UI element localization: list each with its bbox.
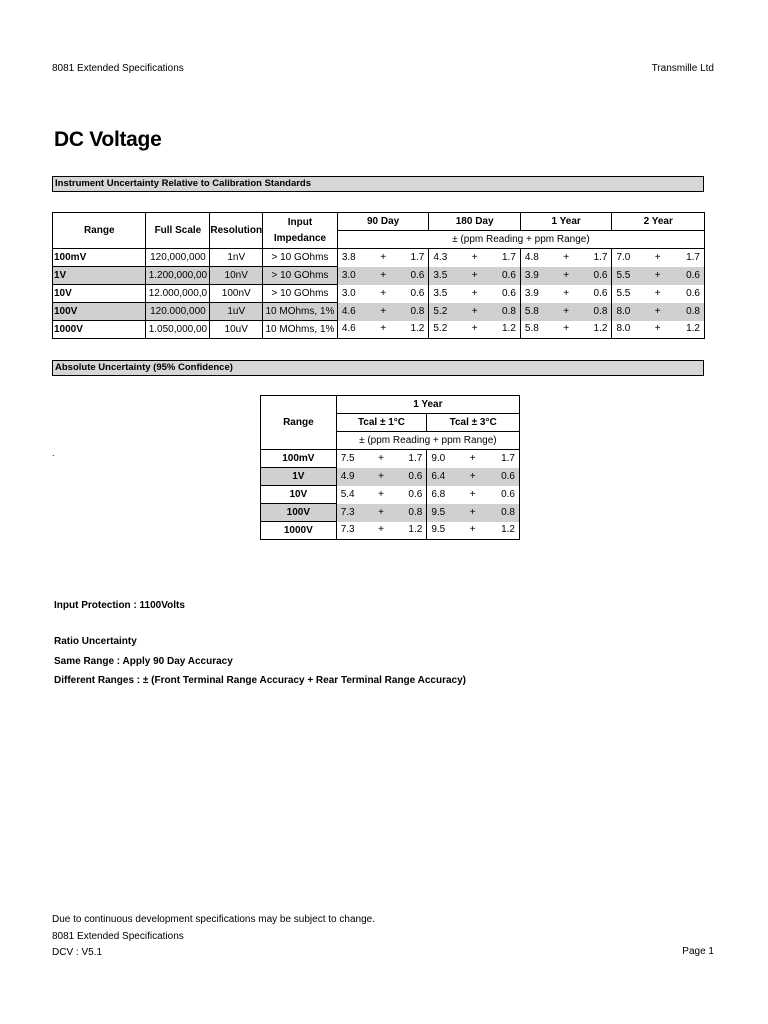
section1-title-bar: Instrument Uncertainty Relative to Calibration Standards [52, 176, 704, 192]
reading-ppm: 3.9 [520, 285, 555, 303]
footer-version: DCV : V5.1 [52, 947, 103, 958]
reading-ppm: 9.5 [427, 522, 462, 540]
reading-ppm: 4.6 [337, 303, 372, 321]
table-row [261, 504, 520, 522]
plus-sign: + [654, 287, 661, 299]
range-ppm: 1.7 [502, 251, 516, 263]
reading-ppm: 3.0 [337, 267, 372, 285]
col-header-90-day: 90 Day [337, 213, 429, 231]
col-header-2-year: 2 Year [612, 213, 705, 231]
col-header-range: Range [53, 213, 146, 249]
range-ppm: 0.6 [501, 488, 515, 500]
range-ppm: 0.6 [394, 267, 429, 285]
reading-ppm: 3.5 [429, 285, 464, 303]
row-resolution: 100nV [210, 285, 263, 303]
reading-ppm: 8.0 [612, 303, 647, 321]
range-ppm: 0.6 [486, 267, 521, 285]
header-right: Transmille Ltd [651, 63, 714, 74]
reading-ppm: 3.9 [520, 267, 555, 285]
plus-sign: + [469, 452, 476, 464]
range-ppm: 0.6 [686, 287, 700, 299]
plus-sign: + [380, 251, 387, 263]
plus-sign: + [372, 267, 394, 285]
plus-sign: + [378, 488, 384, 500]
range-ppm: 1.7 [410, 251, 425, 263]
table-row [53, 321, 705, 339]
plus-sign: + [464, 303, 486, 321]
range-ppm: 1.2 [501, 524, 515, 536]
table-row [53, 267, 705, 285]
range-ppm: 0.6 [669, 267, 705, 285]
plus-sign: + [471, 323, 478, 335]
row-range: 100mV [261, 450, 337, 468]
plus-sign: + [370, 504, 392, 522]
reading-ppm: 7.0 [612, 249, 647, 267]
plus-sign: + [370, 468, 392, 486]
reading-ppm: 7.3 [336, 504, 370, 522]
reading-ppm: 3.8 [337, 249, 372, 267]
reading-ppm: 5.8 [520, 303, 555, 321]
reading-ppm: 5.5 [612, 285, 647, 303]
reading-ppm: 5.2 [429, 321, 464, 339]
col-header-180-day: 180 Day [429, 213, 521, 231]
header-left: 8081 Extended Specifications [52, 63, 184, 74]
same-range-note: Same Range : Apply 90 Day Accuracy [54, 656, 233, 667]
range-ppm: 1.7 [686, 251, 700, 263]
row-range: 100V [261, 504, 337, 522]
table-row [53, 303, 705, 321]
range-ppm: 0.8 [394, 303, 429, 321]
range-ppm: 0.6 [577, 267, 612, 285]
row-impedance: > 10 GOhms [263, 249, 338, 267]
row-range: 10V [53, 285, 146, 303]
range-ppm: 1.2 [593, 323, 608, 335]
range-ppm: 1.2 [502, 323, 516, 335]
row-resolution: 10uV [210, 321, 263, 339]
col-header-1-year: 1 Year [520, 213, 612, 231]
table-row [261, 468, 520, 486]
row-impedance: 10 MOhms, 1% [263, 303, 338, 321]
table-row [261, 522, 520, 540]
row-full-scale: 120,000,000 [146, 249, 210, 267]
range-ppm: 0.8 [669, 303, 705, 321]
plus-sign: + [462, 504, 484, 522]
plus-sign: + [469, 524, 476, 536]
reading-ppm: 3.5 [429, 267, 464, 285]
range-ppm: 0.6 [408, 488, 423, 500]
row-range: 1000V [261, 522, 337, 540]
range-ppm: 1.2 [408, 524, 423, 536]
plus-sign: + [471, 287, 478, 299]
table-row [53, 249, 705, 267]
footer-disclaimer: Due to continuous development specifications may be subject to change. [52, 914, 375, 925]
section2-title-bar: Absolute Uncertainty (95% Confidence) [52, 360, 704, 376]
table-row [261, 450, 520, 468]
plus-sign: + [469, 488, 476, 500]
stray-mark: . [52, 448, 55, 458]
row-range: 10V [261, 486, 337, 504]
plus-sign: + [471, 251, 478, 263]
reading-ppm: 9.0 [427, 450, 462, 468]
plus-sign: + [380, 323, 387, 335]
reading-ppm: 4.8 [520, 249, 555, 267]
reading-ppm: 9.5 [427, 504, 462, 522]
absolute-uncertainty-table [260, 395, 520, 540]
reading-ppm: 5.4 [336, 486, 370, 504]
plus-sign: + [464, 267, 486, 285]
row-range: 1V [261, 468, 337, 486]
reading-ppm: 3.0 [337, 285, 372, 303]
col-header-resolution: Resolution [210, 213, 263, 249]
abs-units-header: ± (ppm Reading + ppm Range) [336, 432, 519, 450]
plus-sign: + [378, 452, 384, 464]
row-impedance: > 10 GOhms [263, 267, 338, 285]
table-row [53, 285, 705, 303]
abs-col-header-1-year: 1 Year [336, 396, 519, 414]
row-full-scale: 1.200,000,00 [146, 267, 210, 285]
reading-ppm: 5.8 [520, 321, 555, 339]
row-full-scale: 1.050,000,00 [146, 321, 210, 339]
range-ppm: 0.6 [392, 468, 427, 486]
reading-ppm: 4.3 [429, 249, 464, 267]
plus-sign: + [563, 323, 570, 335]
row-full-scale: 120.000,000 [146, 303, 210, 321]
range-ppm: 1.7 [408, 452, 423, 464]
range-ppm: 0.6 [502, 287, 516, 299]
row-resolution: 10nV [210, 267, 263, 285]
footer-page-number: Page 1 [682, 946, 714, 957]
plus-sign: + [555, 303, 577, 321]
ratio-uncertainty-title: Ratio Uncertainty [54, 636, 137, 647]
reading-ppm: 4.6 [337, 321, 372, 339]
plus-sign: + [654, 323, 661, 335]
reading-ppm: 8.0 [612, 321, 647, 339]
table-row [261, 486, 520, 504]
plus-sign: + [563, 251, 570, 263]
range-ppm: 1.7 [501, 452, 515, 464]
plus-sign: + [372, 303, 394, 321]
col-header-impedance: Input Impedance [263, 213, 338, 249]
row-impedance: 10 MOhms, 1% [263, 321, 338, 339]
range-ppm: 0.8 [577, 303, 612, 321]
different-ranges-note: Different Ranges : ± (Front Terminal Range Accuracy + Rear Terminal Range Accuracy) [54, 675, 466, 686]
plus-sign: + [380, 287, 387, 299]
range-ppm: 0.6 [410, 287, 425, 299]
row-range: 1V [53, 267, 146, 285]
reading-ppm: 7.3 [336, 522, 370, 540]
row-resolution: 1uV [210, 303, 263, 321]
row-impedance: > 10 GOhms [263, 285, 338, 303]
range-ppm: 0.8 [486, 303, 521, 321]
abs-col-header-range: Range [261, 396, 337, 450]
plus-sign: + [555, 267, 577, 285]
row-resolution: 1nV [210, 249, 263, 267]
range-ppm: 0.8 [484, 504, 520, 522]
range-ppm: 1.2 [686, 323, 700, 335]
abs-col-header-tcal-1: Tcal ± 1°C [336, 414, 427, 432]
instrument-uncertainty-table [52, 212, 705, 339]
input-protection-note: Input Protection : 1100Volts [54, 600, 185, 611]
row-range: 100V [53, 303, 146, 321]
col-header-full-scale: Full Scale [146, 213, 210, 249]
range-ppm: 1.7 [593, 251, 608, 263]
plus-sign: + [647, 267, 669, 285]
row-range: 100mV [53, 249, 146, 267]
range-ppm: 0.8 [392, 504, 427, 522]
reading-ppm: 5.2 [429, 303, 464, 321]
units-header: ± (ppm Reading + ppm Range) [337, 231, 704, 249]
row-range: 1000V [53, 321, 146, 339]
reading-ppm: 6.4 [427, 468, 462, 486]
range-ppm: 0.6 [593, 287, 608, 299]
reading-ppm: 6.8 [427, 486, 462, 504]
row-full-scale: 12.000,000,0 [146, 285, 210, 303]
range-ppm: 0.6 [484, 468, 520, 486]
plus-sign: + [563, 287, 570, 299]
reading-ppm: 4.9 [336, 468, 370, 486]
range-ppm: 1.2 [410, 323, 425, 335]
plus-sign: + [378, 524, 384, 536]
abs-col-header-tcal-3: Tcal ± 3°C [427, 414, 520, 432]
plus-sign: + [654, 251, 661, 263]
reading-ppm: 7.5 [336, 450, 370, 468]
reading-ppm: 5.5 [612, 267, 647, 285]
plus-sign: + [647, 303, 669, 321]
page-title: DC Voltage [54, 128, 162, 151]
plus-sign: + [462, 468, 484, 486]
footer-doc-name: 8081 Extended Specifications [52, 931, 184, 942]
